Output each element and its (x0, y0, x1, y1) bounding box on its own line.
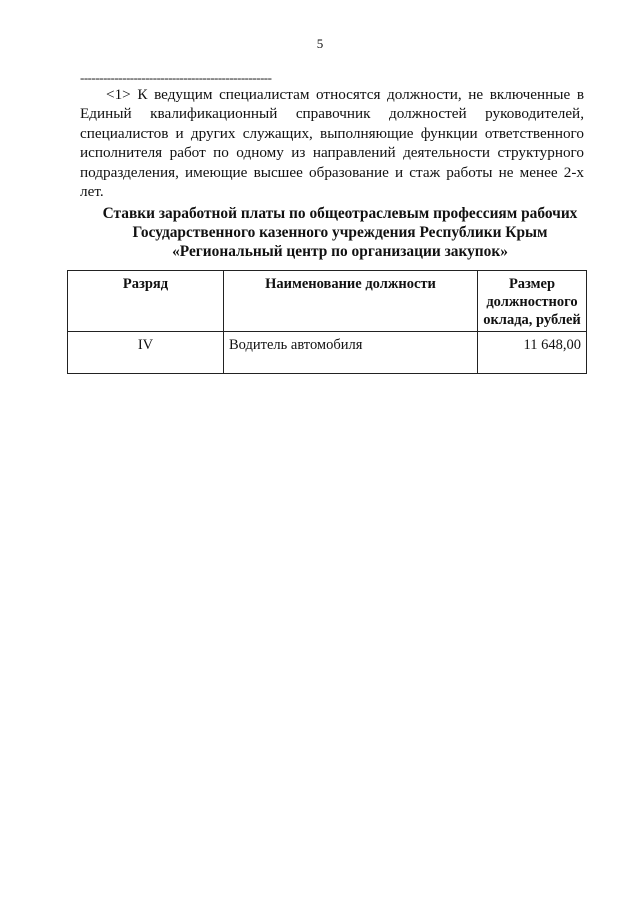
cell-position: Водитель автомобиля (224, 332, 478, 374)
cell-salary: 11 648,00 (478, 332, 587, 374)
footnote-text: <1> К ведущим специалистам относятся должности, не включенные в Единый квалификационный справочник должностей руководителей, специалистов и других служащих, выполняющие функции ответственного исполнителя работ по одному из направлений деятельности структурного подразделения, имеющие высшее образование и стаж работы не менее 2-х лет. (80, 86, 584, 201)
heading-line-2: Государственного казенного учреждения Республики Крым (132, 224, 548, 241)
footnote-separator: -------------------------------------------------- (80, 70, 272, 85)
heading-line-3: «Региональный центр по организации закупок» (172, 243, 508, 260)
table-row (68, 332, 587, 374)
header-salary: Размер должностного оклада, рублей (478, 271, 587, 332)
heading-line-1: Ставки заработной платы по общеотраслевым профессиям рабочих (102, 205, 578, 222)
document-heading (60, 204, 620, 261)
salary-rates-table (67, 270, 587, 374)
header-grade: Разряд (68, 271, 224, 332)
table-header-row (68, 271, 587, 332)
page-number: 5 (316, 36, 324, 51)
header-position: Наименование должности (224, 271, 478, 332)
cell-grade: IV (68, 332, 224, 374)
